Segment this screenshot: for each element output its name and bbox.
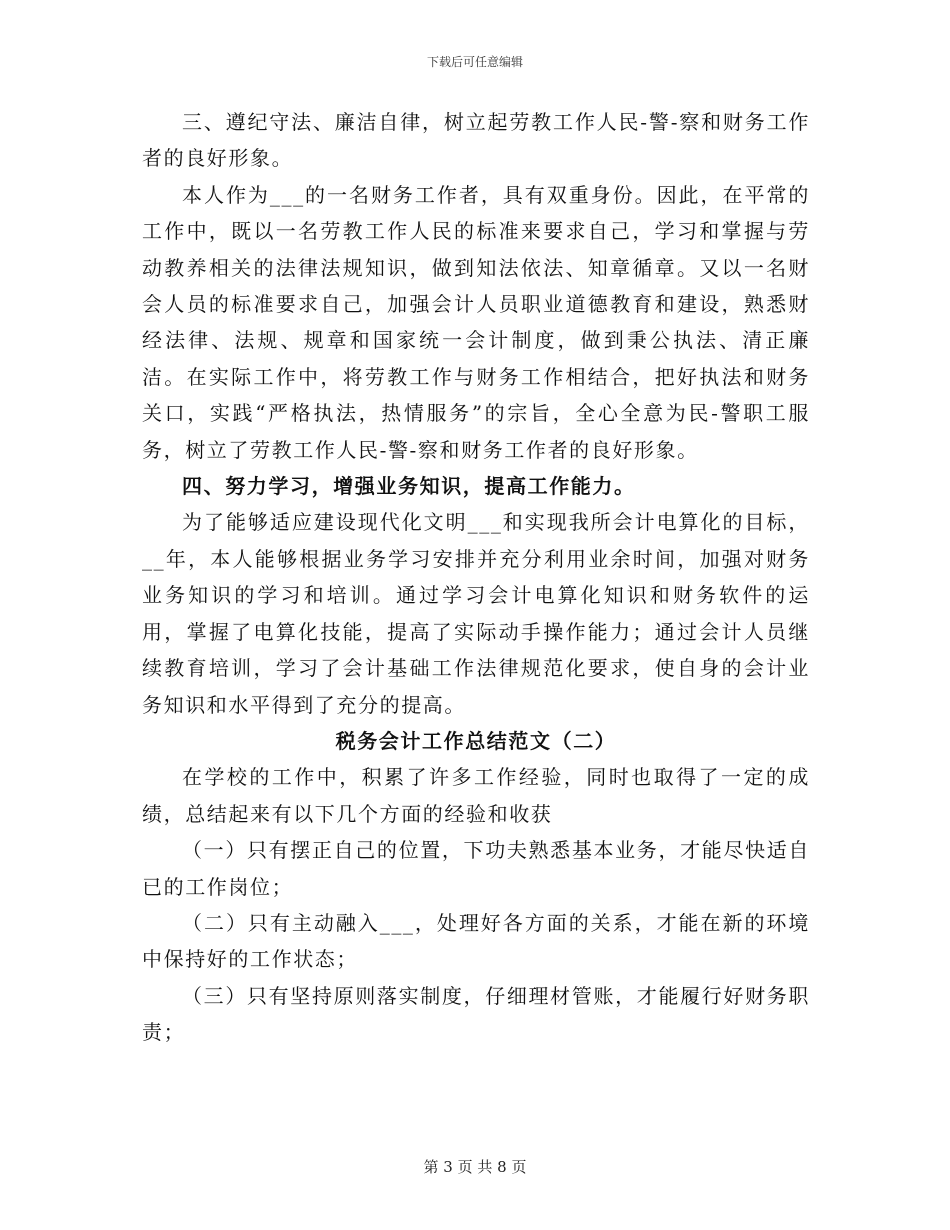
document-body: [142, 104, 810, 1051]
paragraph-study: 为了能够适应建设现代化文明___和实现我所会计电算化的目标，__年，本人能够根据业务学习安排并充分利用业余时间，加强对财务业务知识的学习和培训。通过学习会计电算化知识和财务软件的运用，掌握了电算化技能，提高了实际动手操作能力；通过会计人员继续教育培训，学习了会计基础工作法律规范化要求，使自身的会计业务知识和水平得到了充分的提高。: [142, 510, 810, 717]
list-item-1: （一）只有摆正自己的位置，下功夫熟悉基本业务，才能尽快适自已的工作岗位；: [142, 838, 810, 899]
section-title: 税务会计工作总结范文（二）: [335, 728, 617, 753]
page-number: 第 3 页 共 8 页: [423, 1158, 527, 1176]
paragraph-dual-identity: 本人作为___的一名财务工作者，具有双重身份。因此，在平常的工作中，既以一名劳教工作人民的标准来要求自己，学习和掌握与劳动教养相关的法律法规知识，做到知法依法、知章循章。又以一名财会人员的标准要求自己，加强会计人员职业道德教育和建设，熟悉财经法律、法规、规章和国家统一会计制度，做到秉公执法、清正廉洁。在实际工作中，将劳教工作与财务工作相结合，把好执法和财务关口，实践“严格执法，热情服务”的宗旨，全心全意为民-警职工服务，树立了劳教工作人民-警-察和财务工作者的良好形象。: [142, 182, 810, 462]
list-item-2: （二）只有主动融入___，处理好各方面的关系，才能在新的环境中保持好的工作状态；: [142, 910, 810, 972]
page-header-note: 下载后可任意编辑: [426, 55, 523, 69]
paragraph-intro: 在学校的工作中，积累了许多工作经验，同时也取得了一定的成绩，总结起来有以下几个方面的经验和收获: [142, 765, 810, 826]
heading-study: 四、努力学习，增强业务知识，提高工作能力。: [182, 474, 636, 499]
paragraph-discipline: 三、遵纪守法、廉洁自律，树立起劳教工作人民-警-察和财务工作者的良好形象。: [142, 110, 810, 171]
list-item-3: （三）只有坚持原则落实制度，仔细理材管账，才能履行好财务职责；: [142, 983, 810, 1045]
